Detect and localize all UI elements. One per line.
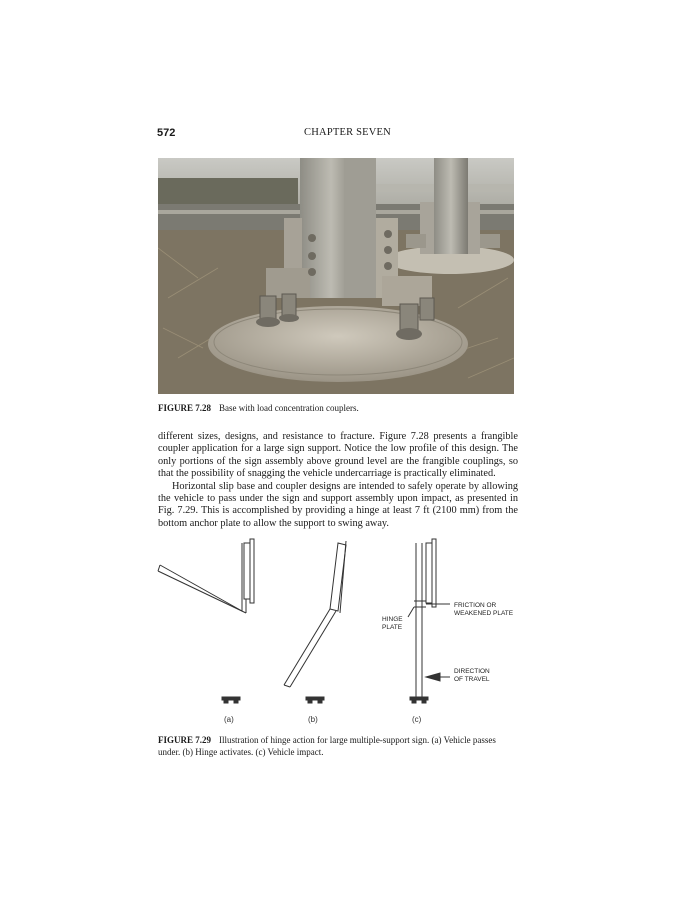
sign-base-photo	[158, 158, 514, 394]
page-number: 572	[157, 127, 176, 139]
figure-7-29-caption-text: Illustration of hinge action for large multiple-support sign. (a) Vehicle passes under. (b) Hinge activates. (c) Vehicle impact.	[158, 735, 496, 757]
figure-7-28-photo	[158, 158, 514, 394]
diagram-b	[284, 541, 346, 703]
diagram-a	[158, 539, 254, 703]
figure-7-29-caption	[158, 734, 518, 758]
sub-label-b: (b)	[308, 715, 318, 724]
paragraph-1: different sizes, designs, and resistance to fracture. Figure 7.28 presents a frangible coupler application for a large sign support. Notice the low profile of this design. The only portions of the sign assembly above ground level are the frangible couplings, so that the possibility of snagging the vehicle undercarriage is practically eliminated.	[158, 431, 518, 480]
hinge-label-1: HINGE	[382, 616, 403, 623]
figure-7-28-caption	[158, 402, 518, 414]
direction-label-1: DIRECTION	[454, 668, 490, 675]
friction-label-2: WEAKENED PLATE	[454, 610, 514, 617]
running-head: CHAPTER SEVEN	[304, 127, 391, 138]
paragraph-2: Horizontal slip base and coupler designs are intended to safely operate by allowing the vehicle to pass under the sign and support assembly upon impact, as presented in Fig. 7.29. This is accomplished by providing a hinge at least 7 ft (2100 mm) from the bottom anchor plate to allow the support to swing away.	[158, 480, 518, 529]
figure-7-28-caption-text: Base with load concentration couplers.	[219, 403, 359, 413]
hinge-label-2: PLATE	[382, 624, 403, 631]
figure-7-29-diagram	[150, 537, 530, 727]
sub-label-a: (a)	[224, 715, 234, 724]
direction-label-2: OF TRAVEL	[454, 676, 490, 683]
friction-label-1: FRICTION OR	[454, 602, 497, 609]
body-text	[158, 431, 518, 530]
sub-label-c: (c)	[412, 715, 422, 724]
diagram-c	[408, 539, 450, 703]
figure-7-28-label: FIGURE 7.28	[158, 403, 212, 413]
figure-7-29-label: FIGURE 7.29	[158, 735, 212, 745]
